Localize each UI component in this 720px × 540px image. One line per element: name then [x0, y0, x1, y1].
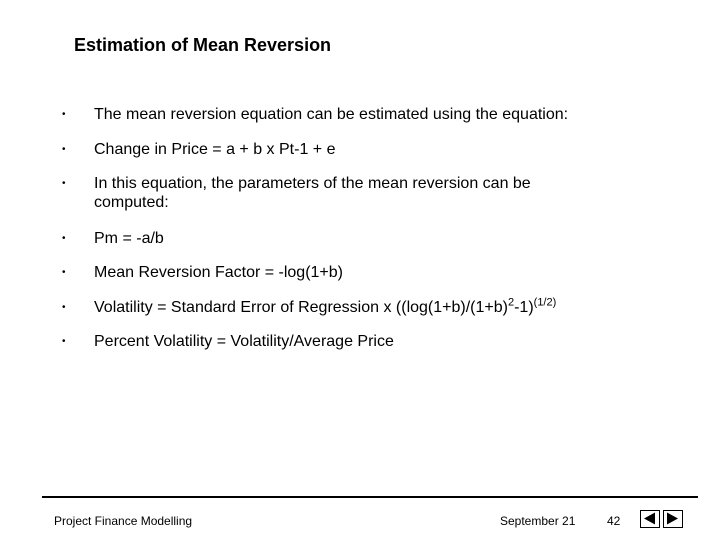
slide-navigation	[640, 510, 686, 528]
bullet-item	[62, 298, 662, 317]
bullet-item	[62, 332, 662, 351]
bullet-marker: •	[62, 336, 66, 347]
bullet-marker: •	[62, 144, 66, 155]
triangle-right-icon	[664, 511, 681, 526]
bullet-text: The mean reversion equation can be estimated using the equation:	[94, 106, 569, 123]
bullet-text: Pm = -a/b	[94, 230, 164, 247]
bullet-text: In this equation, the parameters of the mean reversion can be computed:	[94, 175, 531, 211]
bullet-marker: •	[62, 267, 66, 278]
bullet-item	[62, 174, 662, 212]
formula-part: Volatility = Standard Error of Regression x ((log(1+b)/(1+b)	[94, 299, 508, 316]
formula-superscript: 2	[507, 296, 515, 309]
bullet-text: Percent Volatility = Volatility/Average Price	[94, 333, 394, 350]
bullet-item	[62, 105, 662, 124]
bullet-marker: •	[62, 109, 66, 120]
footer-date: September 21	[500, 514, 576, 528]
bullet-text: Change in Price = a + b x Pt-1 + e	[94, 141, 336, 158]
formula-part: -1)	[514, 299, 534, 316]
slide-title: Estimation of Mean Reversion	[74, 35, 332, 55]
formula-superscript: (1/2)	[533, 296, 557, 309]
bullet-marker: •	[62, 178, 66, 189]
previous-slide-button[interactable]	[640, 510, 660, 528]
bullet-text-formula	[94, 298, 662, 317]
next-slide-button[interactable]	[663, 510, 683, 528]
page-number: 42	[607, 514, 621, 528]
footer-divider	[42, 496, 698, 498]
bullet-text: Mean Reversion Factor = -log(1+b)	[94, 264, 343, 281]
triangle-left-icon	[641, 511, 658, 526]
bullet-marker: •	[62, 233, 66, 244]
bullet-item	[62, 229, 662, 248]
bullet-marker: •	[62, 302, 66, 313]
bullet-item	[62, 263, 662, 282]
footer-title: Project Finance Modelling	[54, 514, 193, 528]
bullet-item	[62, 140, 662, 159]
